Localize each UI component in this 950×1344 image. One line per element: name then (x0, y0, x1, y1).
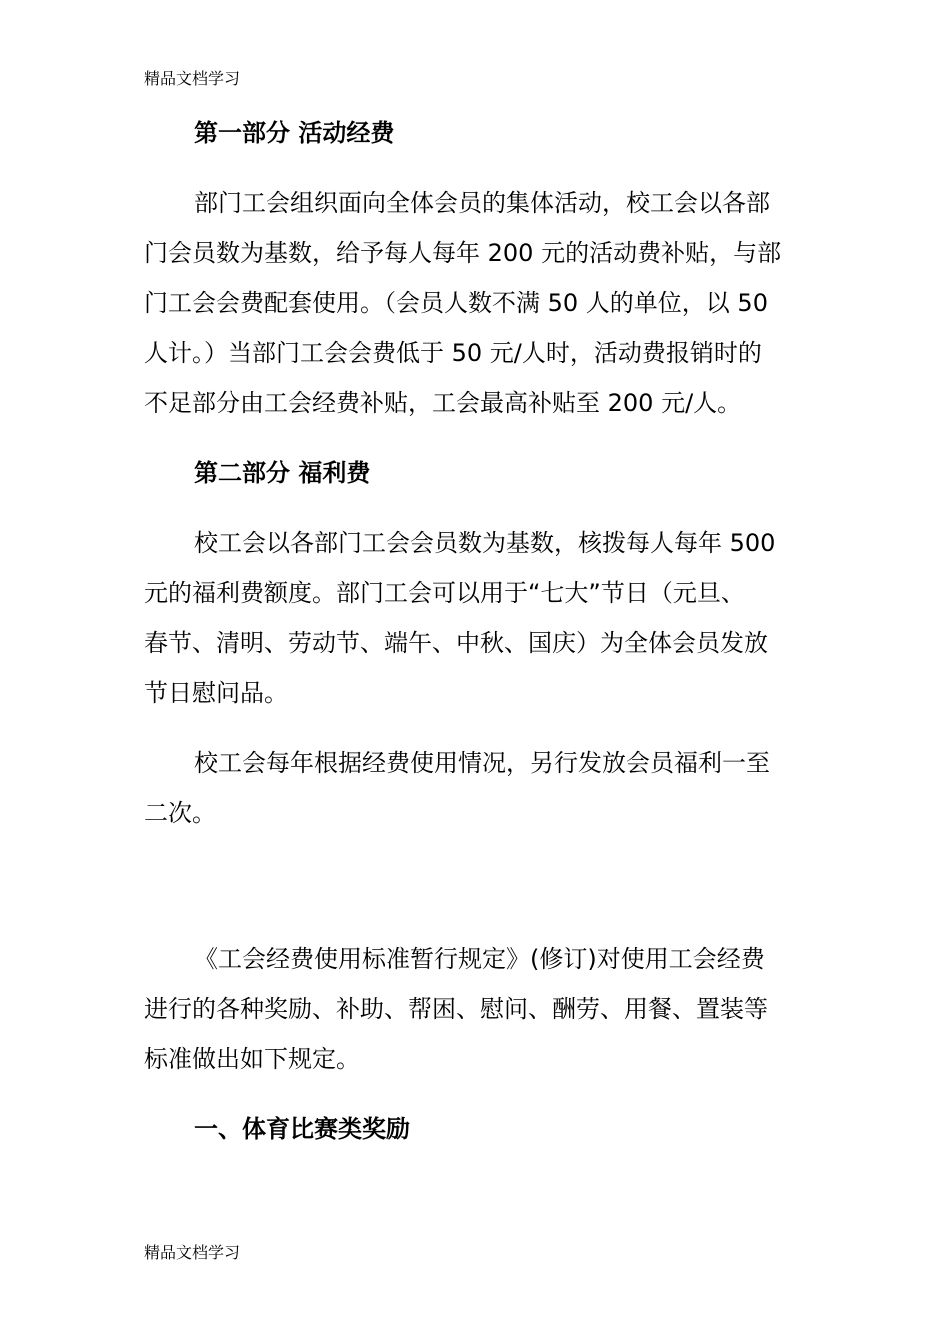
paragraph-welfare-extra: 校工会每年根据经费使用情况，另行发放会员福利一至 二次。 (144, 749, 770, 827)
paragraph-regulation-intro: 《工会经费使用标准暂行规定》(修订)对使用工会经费 进行的各种奖励、补助、帮困、慰问、酬劳、用餐、置装等 标准做出如下规定。 (144, 945, 768, 1073)
section-heading-activity-funds: 第一部分 活动经费 (194, 119, 395, 147)
paragraph-welfare-quota: 校工会以各部门工会会员数为基数，核拨每人每年 500 元的福利费额度。部门工会可以用于“七大”节日（元旦、 春节、清明、劳动节、端午、中秋、国庆）为全体会员发放 节日慰问品。 (144, 529, 776, 707)
page-footer: 精品文档学习 (144, 1243, 241, 1262)
section-heading-sports-awards: 一、体育比赛类奖励 (194, 1115, 410, 1143)
spacer (144, 858, 814, 934)
document-body (144, 108, 814, 1174)
section-heading-welfare: 第二部分 福利费 (194, 459, 371, 487)
paragraph-activity-funds: 部门工会组织面向全体会员的集体活动，校工会以各部 门会员数为基数，给予每人每年 200 元的活动费补贴，与部 门工会会费配套使用。（会员人数不满 50 人的单位，以 50 人计。）当部门工会会费低于 50 元/人时，活动费报销时的 不足部分由工会经费补贴，工会最高补贴至 200 元/人。 (144, 189, 782, 417)
page-header: 精品文档学习 (144, 69, 241, 88)
